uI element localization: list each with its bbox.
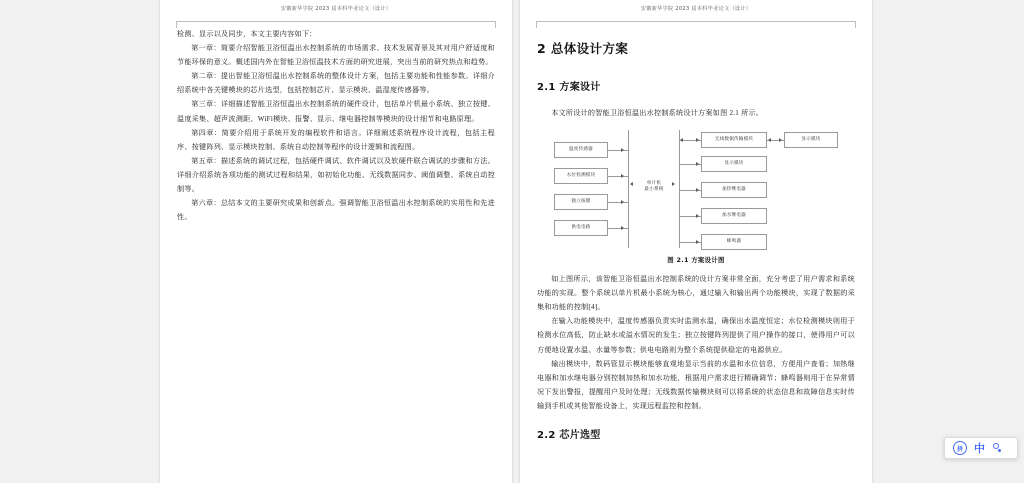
diagram-arrow — [621, 200, 624, 204]
diagram-arrow — [680, 138, 683, 142]
figure-2-1 — [537, 130, 855, 264]
diagram-bus-right — [679, 130, 680, 248]
diagram-arrow — [621, 174, 624, 178]
paragraph: 输出模块中，数码管显示模块能够直观地显示当前的水温和水位信息，方便用户查看；加热继电器和加水继电器分别控制加热和加水功能，根据用户需求进行精确调节；蜂鸣器则用于在异常情况下发出警报，提醒用户及时处理；无线数据传输模块则可以将系统的状态信息和故障信息实时传输到手机或其他智能设备上，实现远程监控和控制。 — [537, 359, 855, 410]
diagram-box-input-1: 水位检测模块 — [554, 168, 608, 184]
running-header-text: 安徽新华学院 2023 届本科毕业论文（设计） — [640, 6, 752, 12]
page-body-left — [177, 27, 495, 224]
paragraph: 如上图所示，该智能卫浴恒温出水控制系统的设计方案非常全面，充分考虑了用户需求和系统功能的实现。整个系统以单片机最小系统为核心，通过输入和输出两个功能模块，实现了数据的采集和功能的控制[4]。 — [537, 275, 855, 312]
diagram-arrow — [696, 138, 699, 142]
running-header-text: 安徽新华学院 2023 届本科毕业论文（设计） — [280, 6, 392, 12]
diagram-arrow — [630, 182, 633, 186]
diagram-arrow — [621, 148, 624, 152]
gear-icon[interactable] — [992, 443, 1003, 454]
paragraph: 检测、显示以及同步，本文主要内容如下： — [177, 30, 317, 38]
ime-logo-icon[interactable]: 拼 — [953, 441, 967, 455]
diagram-arrow — [672, 182, 675, 186]
heading-chapter-2: 2 总体设计方案 — [537, 41, 629, 56]
ime-toolbar[interactable] — [944, 437, 1018, 459]
diagram-arrow — [696, 240, 699, 244]
diagram-box-output-3: 加水继电器 — [701, 208, 767, 224]
paragraph: 第六章：总结本文的主要研究成果和创新点。强调智能卫浴恒温出水控制系统的实用性和先进性。 — [177, 199, 495, 222]
diagram-connector — [608, 150, 628, 151]
diagram-box-input-2: 独立按键 — [554, 194, 608, 210]
diagram-connector — [608, 176, 628, 177]
diagram-box-center-line1: 单片机 — [646, 181, 662, 187]
diagram-box-far-right: 显示模块 — [784, 132, 838, 148]
diagram-box-center-line2: 最小系统 — [644, 187, 664, 193]
diagram-box-input-3: 供电电路 — [554, 220, 608, 236]
diagram-box-output-0: 无线数据传输模块 — [701, 132, 767, 148]
block-diagram — [546, 130, 846, 248]
document-page-left[interactable] — [160, 0, 512, 483]
diagram-arrow — [696, 162, 699, 166]
diagram-box-center — [632, 176, 676, 198]
document-page-right[interactable] — [520, 0, 872, 483]
page-body-right — [537, 27, 855, 444]
paragraph: 第三章：详细描述智能卫浴恒温出水控制系统的硬件设计，包括单片机最小系统、独立按键、温度采集、超声波测距、WiFi模块、报警、显示、继电器控制等模块的设计细节和电路原理。 — [177, 100, 495, 123]
diagram-box-output-1: 显示模块 — [701, 156, 767, 172]
paragraph: 第四章：简要介绍用于系统开发的编程软件和语言。详细阐述系统程序设计流程，包括主程序、按键阵列、显示模块控制、系统自动控制等程序的设计逻辑和流程图。 — [177, 128, 495, 151]
figure-caption: 图 2.1 方案设计图 — [667, 256, 725, 265]
diagram-box-input-0: 温度传感器 — [554, 142, 608, 158]
paragraph: 在输入功能模块中，温度传感器负责实时监测水温，确保出水温度恒定；水位检测模块则用于检测水位高低，防止缺水或溢水情况的发生；独立按键阵列提供了用户操作的接口，使得用户可以方便地设置水温、水量等参数；供电电路则为整个系统提供稳定的电源供应。 — [537, 317, 855, 354]
diagram-box-output-2: 加热继电器 — [701, 182, 767, 198]
diagram-arrow — [621, 226, 624, 230]
diagram-arrow — [696, 188, 699, 192]
diagram-arrow — [779, 138, 782, 142]
paragraph: 第二章：提出智能卫浴恒温出水控制系统的整体设计方案，包括主要功能和性能参数。详细介绍系统中各关键模块的芯片选型，包括控制芯片、显示模块、温湿度传感器等。 — [177, 72, 495, 95]
heading-section-2-2: 2.2 芯片选型 — [537, 430, 601, 442]
diagram-arrow — [696, 214, 699, 218]
diagram-connector — [608, 202, 628, 203]
paragraph: 第五章：描述系统的调试过程，包括硬件调试、软件调试以及软硬件联合调试的步骤和方法。详细介绍系统各项功能的测试过程和结果，如初始化功能、无线数据同步、阈值调整、系统自动控制等。 — [177, 156, 495, 194]
paragraph: 第一章：简要介绍智能卫浴恒温出水控制系统的市场需求、技术发展背景及其对用户舒适度和节能环保的意义。概述国内外在智能卫浴恒温技术方面的研究进展，突出当前的研究热点和趋势。 — [177, 44, 495, 67]
paragraph-intro: 本文所设计的智能卫浴恒温出水控制系统设计方案如图 2.1 所示。 — [551, 109, 764, 117]
diagram-connector — [608, 228, 628, 229]
heading-section-2-1: 2.1 方案设计 — [537, 82, 601, 93]
diagram-box-output-4: 蜂鸣器 — [701, 234, 767, 250]
diagram-bus-left — [628, 130, 629, 248]
ime-language-mode-button[interactable]: 中 — [974, 441, 985, 455]
diagram-arrow — [768, 138, 771, 142]
